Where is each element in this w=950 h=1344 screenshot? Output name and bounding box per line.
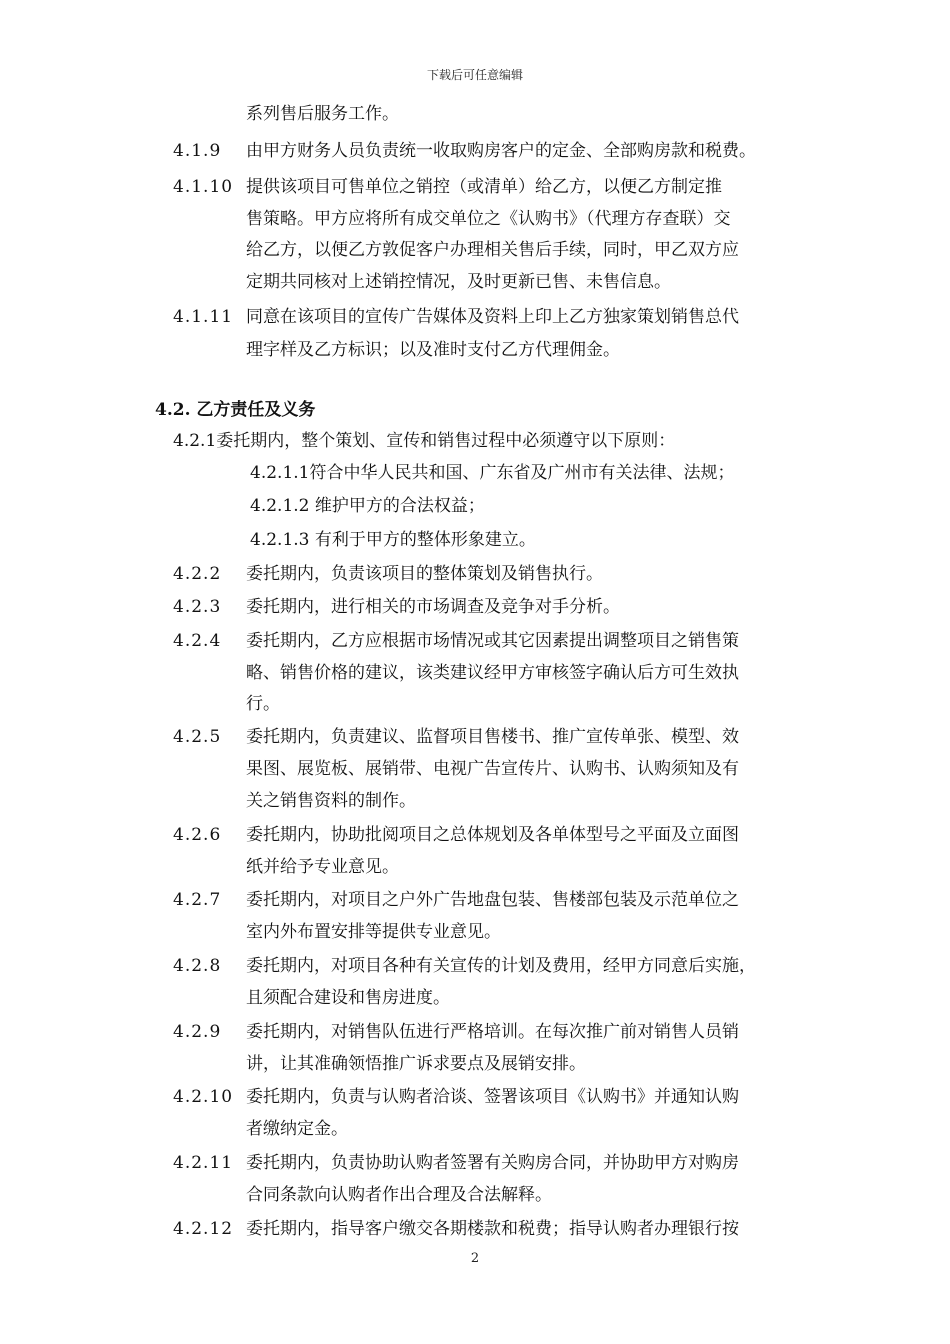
clause-text: 关之销售资料的制作。 xyxy=(246,791,416,811)
clause-text: 提供该项目可售单位之销控（或清单）给乙方，以便乙方制定推 xyxy=(246,177,722,197)
clause-text: 售策略。甲方应将所有成交单位之《认购书》（代理方存查联）交 xyxy=(246,209,731,229)
clause-text: 理字样及乙方标识；以及准时支付乙方代理佣金。 xyxy=(246,340,620,360)
page-number: 2 xyxy=(470,1251,480,1266)
clause-text: 委托期内，对项目之户外广告地盘包装、售楼部包装及示范单位之 xyxy=(246,890,739,910)
clause-number: 4.1.9 xyxy=(173,141,222,161)
clause-number: 4.2.7 xyxy=(173,890,222,910)
clause-text: 委托期内，负责建议、监督项目售楼书、推广宣传单张、模型、效 xyxy=(246,727,739,747)
clause-text: 4.2.1.1符合中华人民共和国、广东省及广州市有关法律、法规； xyxy=(250,463,735,483)
clause-number: 4.2.12 xyxy=(173,1219,234,1239)
clause-text: 者缴纳定金。 xyxy=(246,1119,348,1139)
clause-text: 委托期内，对销售队伍进行严格培训。在每次推广前对销售人员销 xyxy=(246,1022,739,1042)
clause-text: 果图、展览板、展销带、电视广告宣传片、认购书、认购须知及有 xyxy=(246,759,739,779)
clause-number: 4.2.2 xyxy=(173,564,222,584)
clause-text: 委托期内，协助批阅项目之总体规划及各单体型号之平面及立面图 xyxy=(246,825,739,845)
clause-text: 定期共同核对上述销控情况，及时更新已售、未售信息。 xyxy=(246,272,671,292)
page-header: 下载后可任意编辑 xyxy=(426,68,523,82)
clause-text: 4.2.1委托期内，整个策划、宣传和销售过程中必须遵守以下原则： xyxy=(173,431,676,451)
clause-text: 由甲方财务人员负责统一收取购房客户的定金、全部购房款和税费。 xyxy=(246,141,756,161)
clause-text: 合同条款向认购者作出合理及合法解释。 xyxy=(246,1185,552,1205)
clause-text: 系列售后服务工作。 xyxy=(246,104,399,124)
clause-number: 4.2.11 xyxy=(173,1153,234,1173)
clause-number: 4.2.4 xyxy=(173,631,222,651)
clause-number: 4.2.10 xyxy=(173,1087,234,1107)
clause-text: 4.2.1.2 维护甲方的合法权益； xyxy=(250,496,485,516)
clause-number: 4.1.10 xyxy=(173,177,234,197)
clause-number: 4.2.3 xyxy=(173,597,222,617)
clause-text: 同意在该项目的宣传广告媒体及资料上印上乙方独家策划销售总代 xyxy=(246,307,739,327)
clause-text: 略、销售价格的建议，该类建议经甲方审核签字确认后方可生效执 xyxy=(246,663,739,683)
clause-text: 委托期内，对项目各种有关宣传的计划及费用，经甲方同意后实施， xyxy=(246,956,756,976)
clause-text: 委托期内，负责该项目的整体策划及销售执行。 xyxy=(246,564,603,584)
clause-text: 4.2.1.3 有利于甲方的整体形象建立。 xyxy=(250,530,536,550)
clause-text: 委托期内，进行相关的市场调查及竞争对手分析。 xyxy=(246,597,620,617)
clause-text: 委托期内，负责与认购者洽谈、签署该项目《认购书》并通知认购 xyxy=(246,1087,739,1107)
clause-text: 行。 xyxy=(246,694,280,714)
clause-text: 纸并给予专业意见。 xyxy=(246,857,399,877)
clause-text: 委托期内，指导客户缴交各期楼款和税费；指导认购者办理银行按 xyxy=(246,1219,739,1239)
clause-text: 委托期内，负责协助认购者签署有关购房合同，并协助甲方对购房 xyxy=(246,1153,739,1173)
clause-text: 讲，让其准确领悟推广诉求要点及展销安排。 xyxy=(246,1054,586,1074)
clause-text: 委托期内，乙方应根据市场情况或其它因素提出调整项目之销售策 xyxy=(246,631,739,651)
clause-text: 室内外布置安排等提供专业意见。 xyxy=(246,922,501,942)
section-heading: 4.2. 乙方责任及义务 xyxy=(155,400,316,420)
clause-text: 且须配合建设和售房进度。 xyxy=(246,988,450,1008)
clause-number: 4.2.6 xyxy=(173,825,222,845)
clause-number: 4.1.11 xyxy=(173,307,234,327)
clause-number: 4.2.5 xyxy=(173,727,222,747)
clause-number: 4.2.8 xyxy=(173,956,222,976)
clause-number: 4.2.9 xyxy=(173,1022,222,1042)
clause-text: 给乙方，以便乙方敦促客户办理相关售后手续，同时，甲乙双方应 xyxy=(246,240,739,260)
